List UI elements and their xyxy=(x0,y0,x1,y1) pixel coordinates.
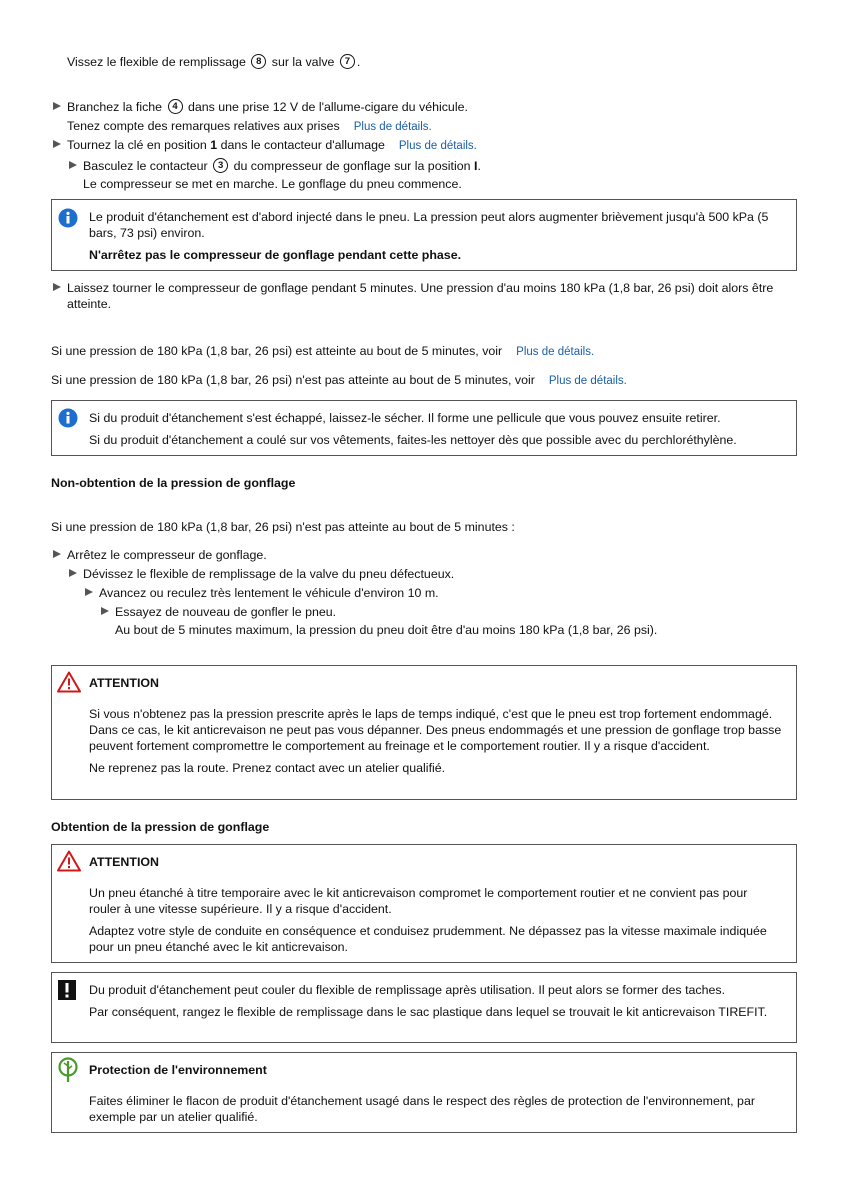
note-box xyxy=(51,972,797,1043)
step-stop-compressor: Arrêtez le compresseur de gonflage. xyxy=(67,548,267,562)
info-icon xyxy=(58,408,78,428)
environment-title: Protection de l'environnement xyxy=(89,1063,267,1077)
info-text: Si du produit d'étanchement a coulé sur vos vêtements, faites-les nettoyer dès que possible avec du perchloréthylène. xyxy=(89,433,737,447)
warning-text: Ne reprenez pas la route. Prenez contact avec un atelier qualifié. xyxy=(89,761,446,775)
arrow-right-icon xyxy=(53,102,61,110)
environment-box xyxy=(51,1052,797,1133)
step-retry-note: Au bout de 5 minutes maximum, la pression du pneu doit être d'au moins 180 kPa (1,8 bar, 26 psi). xyxy=(115,623,658,637)
exclamation-icon xyxy=(58,980,76,1000)
result-not-ok: Si une pression de 180 kPa (1,8 bar, 26 psi) n'est pas atteinte au bout de 5 minutes, voir Plus de détails. xyxy=(51,373,627,387)
step-ignition: Tournez la clé en position 1 dans le contacteur d'allumage Plus de détails. xyxy=(67,138,477,152)
environment-text: Faites éliminer le flacon de produit d'étanchement usagé dans le respect des règles de protection de l'environnement, par exemple par un atelier qualifié. xyxy=(89,1094,755,1124)
info-text: Le produit d'étanchement est d'abord injecté dans le pneu. La pression peut alors augmenter brièvement jusqu'à 500 kPa (5 bars, 73 psi) environ. xyxy=(89,210,769,240)
arrow-right-icon xyxy=(101,607,109,615)
more-details-link[interactable]: Plus de détails. xyxy=(548,375,627,387)
info-icon xyxy=(58,208,78,228)
callout-7: 7 xyxy=(340,54,355,69)
warning-box xyxy=(51,844,797,963)
step-connect-hose: Vissez le flexible de remplissage 8 sur la valve 7 . xyxy=(67,55,361,69)
section-heading: Obtention de la pression de gonflage xyxy=(51,820,270,834)
arrow-right-icon xyxy=(85,588,93,596)
arrow-right-icon xyxy=(53,283,61,291)
section-intro: Si une pression de 180 kPa (1,8 bar, 26 psi) n'est pas atteinte au bout de 5 minutes : xyxy=(51,520,515,534)
step-switch: Basculez le contacteur 3 du compresseur de gonflage sur la position I. xyxy=(83,159,481,173)
info-box xyxy=(51,400,797,456)
warning-text: Un pneu étanché à titre temporaire avec le kit anticrevaison compromet le comportement routier et ne convient pas pour rouler à une vitesse supérieure. Il y a risque d'accident. xyxy=(89,886,748,916)
arrow-right-icon xyxy=(53,140,61,148)
info-warning-text: N'arrêtez pas le compresseur de gonflage pendant cette phase. xyxy=(89,248,462,262)
note-text: Par conséquent, rangez le flexible de remplissage dans le sac plastique dans lequel se trouvait le kit anticrevaison TIREFIT. xyxy=(89,1005,768,1019)
warning-box xyxy=(51,665,797,800)
arrow-right-icon xyxy=(69,569,77,577)
result-ok: Si une pression de 180 kPa (1,8 bar, 26 psi) est atteinte au bout de 5 minutes, voir Plus de détails. xyxy=(51,344,595,358)
leaf-icon xyxy=(57,1057,79,1083)
step-retry: Essayez de nouveau de gonfler le pneu. xyxy=(115,605,337,619)
arrow-right-icon xyxy=(69,161,77,169)
warning-text: Si vous n'obtenez pas la pression prescrite après le laps de temps indiqué, c'est que le pneu est trop fortement endommagé. Dans ce cas, le kit anticrevaison ne peut pas vous dépanner. Des pneus endommagés et une pression de gonflage trop basse peuvent fortement compromettre le comportement au freinage et le comportement routier. Il y a risque d'accident. xyxy=(89,707,782,753)
warning-title: ATTENTION xyxy=(89,676,159,690)
note-text: Du produit d'étanchement peut couler du flexible de remplissage après utilisation. Il peut alors se former des taches. xyxy=(89,983,726,997)
step-unscrew-hose: Dévissez le flexible de remplissage de la valve du pneu défectueux. xyxy=(83,567,455,581)
callout-3: 3 xyxy=(213,158,228,173)
step-move-vehicle: Avancez ou reculez très lentement le véhicule d'environ 10 m. xyxy=(99,586,439,600)
step-plug: Branchez la fiche 4 dans une prise 12 V de l'allume-cigare du véhicule. xyxy=(67,100,468,114)
section-heading: Non-obtention de la pression de gonflage xyxy=(51,476,296,490)
warning-text: Adaptez votre style de conduite en conséquence et conduisez prudemment. Ne dépassez pas la vitesse maximale indiquée pour un pneu étanché avec le kit anticrevaison. xyxy=(89,924,767,954)
arrow-right-icon xyxy=(53,550,61,558)
warning-icon xyxy=(57,671,81,693)
step-plug-note: Tenez compte des remarques relatives aux prises Plus de détails. xyxy=(67,119,432,133)
step-switch-result: Le compresseur se met en marche. Le gonflage du pneu commence. xyxy=(83,177,462,191)
callout-4: 4 xyxy=(168,99,183,114)
more-details-link[interactable]: Plus de détails. xyxy=(398,140,477,152)
warning-icon xyxy=(57,850,81,872)
step-run-compressor: Laissez tourner le compresseur de gonflage pendant 5 minutes. Une pression d'au moins 180 kPa (1,8 bar, 26 psi) doit alors être atteinte. xyxy=(67,281,774,311)
warning-title: ATTENTION xyxy=(89,855,159,869)
info-text: Si du produit d'étanchement s'est échappé, laissez-le sécher. Il forme une pellicule que vous pouvez ensuite retirer. xyxy=(89,411,721,425)
callout-8: 8 xyxy=(251,54,266,69)
info-box xyxy=(51,199,797,271)
more-details-link[interactable]: Plus de détails. xyxy=(353,121,432,133)
more-details-link[interactable]: Plus de détails. xyxy=(516,346,595,358)
